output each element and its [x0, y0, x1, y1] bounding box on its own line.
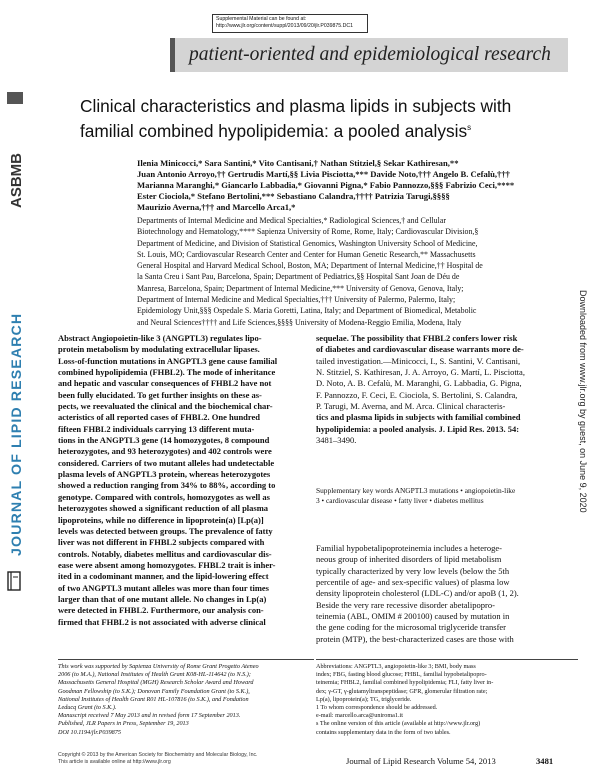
author-list: [137, 158, 557, 213]
abstract-line: ease were absent among homozygotes. FHBL2 trait is inher-: [58, 559, 276, 570]
abstract-line: been fully elucidated. To get further insights on these as-: [58, 389, 262, 400]
abstract-line: genotype. Compared with controls, homozygotes as well as: [58, 491, 270, 502]
body-line: protein (MTP), the best-characterized cases are those with: [316, 633, 514, 644]
body-line: typically characterized by very low levels (below the 5th: [316, 565, 510, 576]
body-line: neous group of inherited disorders of lipid metabolism: [316, 554, 502, 565]
abstract-line: considered. Carriers of two mutant alleles had undetectable: [58, 457, 275, 468]
availability-line: This article is available online at http://www.jlr.org: [58, 759, 171, 765]
citation-line: F. Pannozzo, F. Ceci, E. Ciociola, S. Bertolini, S. Calandra,: [316, 389, 518, 400]
abstract-line: were detected in FHBL2. Furthermore, our analysis con-: [58, 605, 264, 616]
author-line: Juan Antonio Arroyo,†† Gertrudis Martí,§§ Livia Pisciotta,*** Davide Noto,††† Angelo B. Cefalù,†††: [137, 169, 510, 180]
footnote-divider-left: [58, 659, 314, 660]
footer-journal: Journal of Lipid Research Volume 54, 2013: [346, 756, 496, 766]
footnote-line: index; FBG, fasting blood glucose; FHBL, familial hypobetalipopro-: [316, 671, 487, 679]
supplemental-link[interactable]: http://www.jlr.org/content/suppl/2013/09/20/jlr.P039875.DC1: [216, 23, 353, 29]
keywords-line: 3 • cardiovascular disease • fatty liver • diabetes mellitus: [316, 496, 484, 505]
copyright-notice: [58, 752, 338, 766]
footnote-line: National Institutes of Health Grant R01 HL-107816 (to S.K.), and Fondation: [58, 695, 249, 703]
affiliation-line: Departments of Internal Medicine and Medical Specialties,* Radiological Sciences,† and Cellular: [137, 216, 446, 225]
affiliations: [137, 215, 567, 328]
citation-line: tics and plasma lipids in subjects with familial combined: [316, 412, 521, 423]
asbmb-logo: [4, 92, 26, 210]
supplemental-material-box[interactable]: [212, 14, 368, 33]
abstract: [58, 333, 314, 628]
abstract-line: lipoproteins, while no difference in lipoprotein(a) [Lp(a)]: [58, 514, 264, 525]
email-link[interactable]: e-mail: marcello.arca@uniroma1.it: [316, 712, 403, 720]
citation-line: D. Noto, A. B. Cefalù, M. Maranghi, G. Labbadia, G. Pigna,: [316, 378, 522, 389]
abstract-line: Loss-of-function mutations in ANGPTL3 gene cause familial: [58, 355, 278, 366]
footnote-line: dex; γ-GT, γ-glutamyltranspeptidase; GFR, glomerular filtration rate;: [316, 687, 488, 695]
affiliation-line: St. Louis, MO; Cardiovascular Research Center and Center for Human Genetic Research,** Massachusetts: [137, 249, 476, 259]
abstract-line: combined hypolipidemia (FHBL2). The mode of inheritance: [58, 367, 276, 378]
affiliation-line: and Neural Sciences†††† and Life Sciences,§§§§ University of Modena-Reggio Emilia, Modena, Italy: [137, 317, 462, 327]
title-line-1: Clinical characteristics and plasma lipids in subjects with: [80, 96, 512, 116]
citation-line: P. Tarugi, M. Averna, and M. Arca. Clinical characteris-: [316, 401, 506, 412]
abstract-line: of two ANGPTL3 mutant alleles was more than four times: [58, 582, 269, 593]
abstract-line: fifteen FHBL2 individuals carrying 13 different muta-: [58, 423, 255, 434]
abstract-line: acteristics of all reported cases of FHBL2. One hundred: [58, 412, 261, 423]
affiliation-line: Department of Internal Medicine and Medical Specialties,††† University of Palermo, Palermo, Italy;: [137, 295, 456, 305]
page-number: 3481: [536, 756, 554, 766]
abstract-line: controls. Notably, diabetes mellitus and cardiovascular dis-: [58, 548, 272, 559]
abstract-line: plasma levels of ANGPTL3 protein, whereas heterozygotes: [58, 469, 271, 480]
footnote-line: Manuscript received 7 May 2013 and in revised form 17 September 2013.: [58, 712, 241, 720]
abstract-line: levels was detected between groups. The prevalence of fatty: [58, 525, 273, 536]
abbreviations-footnote: [316, 663, 578, 737]
abstract-line: liver was not different in FHBL2 subjects compared with: [58, 537, 265, 548]
society-name: ASBMB: [8, 153, 25, 208]
footnote-line: Abbreviations: ANGPTL3, angiopoietin-like 3; BMI, body mass: [316, 663, 476, 670]
affiliation-line: la Santa Creu i Sant Pau, Barcelona, Spain; Department of Pediatrics,§§ Hospital Sant Joan de Déu de: [137, 272, 460, 282]
footnote-line: DOI 10.1194/jlr.P039875: [58, 728, 121, 736]
body-line: density lipoprotein cholesterol (LDL-C) and/or apoB (1, 2).: [316, 588, 519, 599]
copyright-line: Copyright © 2013 by the American Society for Biochemistry and Molecular Biology, Inc.: [58, 752, 258, 758]
body-line: percentile of age- and sex-specific values) of plasma low: [316, 577, 510, 588]
abstract-line: sequelae. The possibility that FHBL2 confers lower risk: [316, 333, 518, 343]
citation-line: tailed investigation.—Minicocci, I., S. Santini, V. Cantisani,: [316, 355, 521, 366]
footnote-line: This work was supported by Sapienza University of Rome Grant Progetto Ateneo: [58, 663, 259, 670]
abstract-line: heterozygotes showed a significant reduction of all plasma: [58, 503, 269, 514]
abstract-line: and hepatic and vascular consequences of FHBL2 have not: [58, 378, 272, 389]
footnote-line: Leducq Grant (to S.K.).: [58, 704, 117, 712]
affiliation-line: Manresa, Barcelona, Spain; Department of Internal Medicine,*** University of Genova, Genova, Italy;: [137, 283, 464, 293]
introduction-text: [316, 543, 578, 645]
abstract-line: tions in the ANGPTL3 gene (14 homozygotes, 8 compound: [58, 435, 270, 446]
author-line: Ester Ciociola,* Stefano Bertolini,*** Sebastiano Calandra,†††† Patrizia Tarugi,§§§§: [137, 191, 450, 202]
keywords-line: Supplementary key words ANGPTL3 mutations • angiopoietin-like: [316, 486, 516, 495]
footnote-line: Goodman Fellowship (to S.K.); Donovan Family Foundation Grant (to S.K.),: [58, 687, 250, 695]
author-line: Ilenia Minicocci,* Sara Santini,* Vito Cantisani,† Nathan Stitziel,§ Sekar Kathiresan,**: [137, 158, 459, 168]
footnote-line: s The online version of this article (available at http://www.jlr.org): [316, 720, 481, 728]
abstract-line: showed a reduction ranging from 34% to 88%, according to: [58, 480, 276, 491]
affiliation-line: Biotechnology and Hematology,**** Sapienza University of Rome, Rome, Italy; Cardiovascular Division,§: [137, 227, 479, 237]
body-line: Beside the very rare recessive disorder abetalipopro-: [316, 599, 495, 610]
keywords: [316, 486, 578, 506]
footnote-line: teinemia; FHBL2, familial combined hypolipidemia; FLI, fatty liver in-: [316, 679, 494, 687]
body-line: Familial hypobetalipoproteinemia includes a heteroge-: [316, 543, 502, 553]
affiliation-line: Epidemiology Unit,§§§ Ospedale S. Maria Goretti, Latina, Italy; and Department of Biomedical, Metabolic: [137, 306, 477, 316]
body-line: the gene coding for the microsomal triglyceride transfer: [316, 622, 506, 633]
author-line: Marianna Maranghi,* Giancarlo Labbadia,* Giovanni Pigna,* Fabio Pannozzo,§§§ Fabrizio Ceci,****: [137, 180, 515, 191]
author-line: Maurizio Averna,††† and Marcello Arca1,*: [137, 202, 296, 213]
abstract-line: protein metabolism by modulating extracellular lipases.: [58, 344, 260, 355]
affiliation-line: General Hospital and Harvard Medical School, Boston, MA; Department of Internal Medicine,†† Hospital de: [137, 261, 483, 271]
title-line-2: familial combined hypolipidemia: a pooled analysis$^s$: [80, 120, 472, 141]
body-line: teinemia (ABL, OMIM # 200100) caused by mutation in: [316, 611, 510, 622]
footnote-line: Published, JLR Papers in Press, September 19, 2013: [58, 720, 189, 728]
abstract-line: larger than that of one mutant allele. No changes in Lp(a): [58, 593, 267, 604]
funding-footnote: [58, 663, 314, 737]
section-banner: [170, 38, 568, 72]
abstract-line: of diabetes and cardiovascular disease warrants more de-: [316, 344, 524, 355]
journal-name: JOURNAL OF LIPID RESEARCH: [9, 312, 25, 556]
supplemental-marker: s: [467, 123, 472, 132]
footnote-line: Massachusetts General Hospital (MGH) Research Scholar Award and Howard: [58, 679, 254, 687]
abstract-line: firmed that FHBL2 is not associated with adverse clinical: [58, 616, 266, 627]
abstract-line: heterozygotes, and 93 heterozygotes) and 402 controls were: [58, 446, 272, 457]
abstract-line: Abstract Angiopoietin-like 3 (ANGPTL3) regulates lipo-: [58, 333, 262, 343]
journal-name-vertical: [3, 248, 27, 558]
abstract-line: ited in a codominant manner, and the lipid-lowering effect: [58, 571, 269, 582]
abstract-line: pects, we reevaluated the clinical and the biochemical char-: [58, 401, 273, 412]
citation-line: N. Stitziel, S. Kathiresan, J. A. Arroyo, G. Martí, L. Pisciotta,: [316, 367, 525, 378]
footnote-line: contains supplementary data in the form of two tables.: [316, 728, 451, 736]
footnote-divider-right: [316, 659, 578, 660]
citation-line: 3481–3490.: [316, 435, 357, 446]
section-banner-label: patient-oriented and epidemiological research: [189, 44, 551, 65]
citation-line: hypolipidemia: a pooled analysis. J. Lipid Res. 2013. 54:: [316, 423, 520, 434]
footnote-line: Lp(a), lipoprotein(a); TG, triglyceride.: [316, 695, 412, 703]
affiliation-line: Department of Medicine, and Division of Statistical Genomics, Washington University School of Medicine,: [137, 238, 478, 248]
supplemental-heading: Supplemental Material can be found at:: [216, 16, 307, 22]
download-note-text: Downloaded from www.jlr.org by guest, on June 9, 2020: [578, 290, 588, 513]
footnote-line: 2006 (to M.A.), National Institutes of Health Grant K08-HL-114642 (to N.S.);: [58, 671, 251, 679]
article-title: [80, 96, 550, 142]
footnote-line: 1 To whom correspondence should be addressed.: [316, 704, 438, 712]
abstract-continuation: [316, 333, 578, 446]
book-icon: [6, 570, 22, 592]
